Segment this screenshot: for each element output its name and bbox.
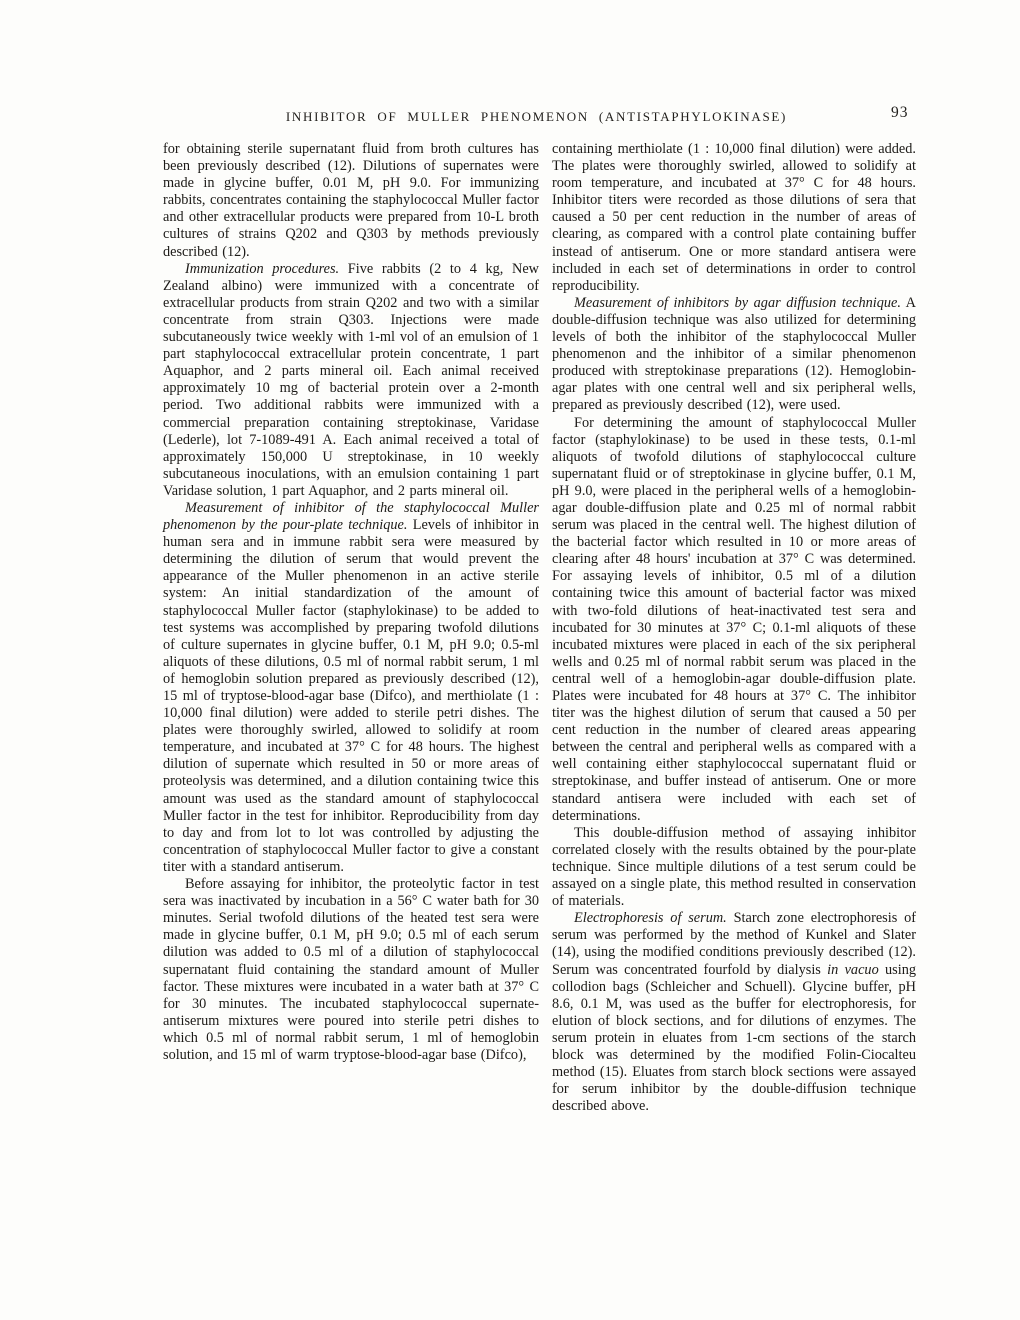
- paragraph: [552, 825, 916, 910]
- text-run: Five rabbits (2 to 4 kg, New Zealand albino) were immunized with a concentrate of extracellular products from strain Q202 and two with a similar concentrate from strain Q303. Injections were made subcutaneously twice weekly with 1-ml vol of an emulsion of 1 part staphylococcal extracellular protein concentrate, 1 part Aquaphor, and 2 parts mineral oil. Each animal received approximately 10 mg of bacterial protein over a 2-month period. Two additional rabbits were immunized with a commercial preparation containing streptokinase, Varidase (Lederle), lot 7-1089-491 A. Each animal received a total of approximately 150,000 U streptokinase, in 10 weekly subcutaneous inoculations, with an emulsion containing 1 part Varidase solution, 1 part Aquaphor, and 2 parts mineral oil.: [163, 260, 540, 499]
- text-run: containing merthiolate (1 : 10,000 final dilution) were added. The plates were thoroughly swirled, allowed to solidify at room temperature, and incubated at 37° C for 48 hours. Inhibitor titers were recorded as those dilutions of sera that caused a 50 per cent reduction in the number of areas of clearing, as compared with a control plate containing buffer instead of antiserum. One or more standard antisera were included in each set of determinations in order to control reproducibility.: [552, 141, 916, 294]
- text-run: Starch zone electrophoresis of serum was performed by the method of Kunkel and Slater (14), using the modified conditions previously described (12). Serum was concentrated fourfold by dialysis: [552, 910, 917, 978]
- text-run: A double-diffusion technique was also utilized for determining levels of both the inhibitor of the staphylococcal Muller phenomenon and the inhibitor of a similar phenomenon produced with streptokinase preparations (12). Hemoglobin-agar plates with one central well and six peripheral wells, prepared as previously described (12), were used.: [552, 294, 917, 414]
- paragraph: [552, 141, 916, 295]
- right-column: [552, 141, 916, 1115]
- text-run: using collodion bags (Schleicher and Schuell). Glycine buffer, pH 8.6, 0.1 M, was used as the buffer for electrophoresis, for elution of block sections, and for dilutions of enzymes. The serum protein in eluates from 1-cm sections of the starch block was determined by the modified Folin-Ciocalteu method (15). Eluates from starch block sections were assayed for serum inhibitor by the double-diffusion technique described above.: [552, 961, 916, 1115]
- text-run: Before assaying for inhibitor, the proteolytic factor in test sera was inactivated by incubation in a 56° C water bath for 30 minutes. Serial twofold dilutions of the heated test sera were made in glycine buffer, 0.1 M, pH 9.0; 0.5 ml of each serum dilution was added to 0.5 ml of a dilution of staphylococcal supernatant fluid containing the standard amount of Muller factor. These mixtures were incubated in a water bath at 37° C for 30 minutes. The incubated staphylococcal supernate-antiserum mixtures were poured into sterile petri dishes to which 0.5 ml of normal rabbit serum, 1 ml of hemoglobin solution, and 15 ml of warm tryptose-blood-agar base (Difco),: [163, 876, 539, 1063]
- text-run: for obtaining sterile supernatant fluid from broth cultures has been previously described (12). Dilutions of supernates were made in glycine buffer, 0.01 M, pH 9.0. For immunizing rabbits, concentrates containing the staphylococcal Muller factor and other extracellular products were prepared from 10-L broth cultures of strains Q202 and Q303 by methods previously described (12).: [163, 141, 539, 260]
- paragraph: [163, 261, 539, 500]
- italic-text-run: in vacuo: [827, 961, 879, 978]
- italic-text-run: Measurement of inhibitor of the staphylococcal Muller phenomenon by the pour-plate technique.: [163, 499, 539, 534]
- text-run: For determining the amount of staphylococcal Muller factor (staphylokinase) to be used in these tests, 0.1-ml aliquots of twofold dilutions of staphylococcal culture supernatant fluid or of streptokinase in glycine buffer, 0.1 M, pH 9.0, were placed in the peripheral wells of a hemoglobin-agar double-diffusion plate and 0.25 ml of normal rabbit serum was placed in the central well. The highest dilution of the bacterial factor which resulted in 10 or more areas of clearing after 48 hours' incubation at 37° C was determined. For assaying levels of inhibitor, 0.5 ml of a dilution containing twice this amount of bacterial factor was mixed with two-fold dilutions of heat-inactivated test sera and incubated for 30 minutes at 37° C; 0.1-ml aliquots of these incubated mixtures were placed in each of the six peripheral wells and 0.25 ml of normal rabbit serum was placed in the central well of a hemoglobin-agar double-diffusion plate. Plates were incubated for 48 hours at 37° C. The inhibitor titer was the highest dilution of serum that caused a 50 per cent reduction in the number of cleared areas appearing between the central and peripheral wells as compared with a well containing either staphylococcal supernatant fluid or streptokinase, and buffer instead of antiserum. One or more standard antisera were included with each set of determinations.: [552, 414, 916, 824]
- running-title: INHIBITOR OF MULLER PHENOMENON (ANTISTAPHYLOKINASE): [285, 109, 788, 124]
- paragraph: [163, 500, 539, 876]
- text-run: Levels of inhibitor in human sera and in immune rabbit sera were measured by determining the dilution of serum that would prevent the appearance of the Muller phenomenon in an active sterile system: An initial standardization of the amount of staphylococcal Muller factor (staphylokinase) to be added to test systems was accomplished by preparing twofold dilutions of culture supernates in glycine buffer, 0.1 M, pH 9.0; 0.5-ml aliquots of these dilutions, 0.5 ml of normal rabbit serum, 1 ml of hemoglobin solution prepared as previously described (12), 15 ml of tryptose-blood-agar base (Difco), and merthiolate (1 : 10,000 final dilution) were added to sterile petri dishes. The plates were thoroughly swirled, allowed to solidify at room temperature, and incubated at 37° C for 48 hours. The highest dilution of supernate which resulted in 50 or more areas of proteolysis was determined, and a dilution containing twice this amount was used as the standard amount of staphylococcal Muller factor in the test for inhibitor. Reproducibility from day to day and from lot to lot was controlled by adjusting the concentration of staphylococcal Muller factor to give a constant titer with a standard antiserum.: [163, 517, 539, 875]
- text-run: This double-diffusion method of assaying inhibitor correlated closely with the results obtained by the pour-plate technique. Since multiple dilutions of a test serum could be assayed on a single plate, this method resulted in conservation of materials.: [552, 824, 916, 910]
- paragraph: [163, 141, 539, 261]
- left-column: [163, 141, 539, 1064]
- italic-text-run: Measurement of inhibitors by agar diffusion technique.: [574, 294, 901, 311]
- paragraph: [552, 415, 916, 825]
- italic-text-run: Immunization procedures.: [185, 260, 340, 277]
- paragraph: [552, 295, 916, 415]
- paragraph: [552, 910, 916, 1115]
- italic-text-run: Electrophoresis of serum.: [574, 910, 727, 927]
- page-number: 93: [891, 104, 909, 121]
- paragraph: [163, 876, 539, 1064]
